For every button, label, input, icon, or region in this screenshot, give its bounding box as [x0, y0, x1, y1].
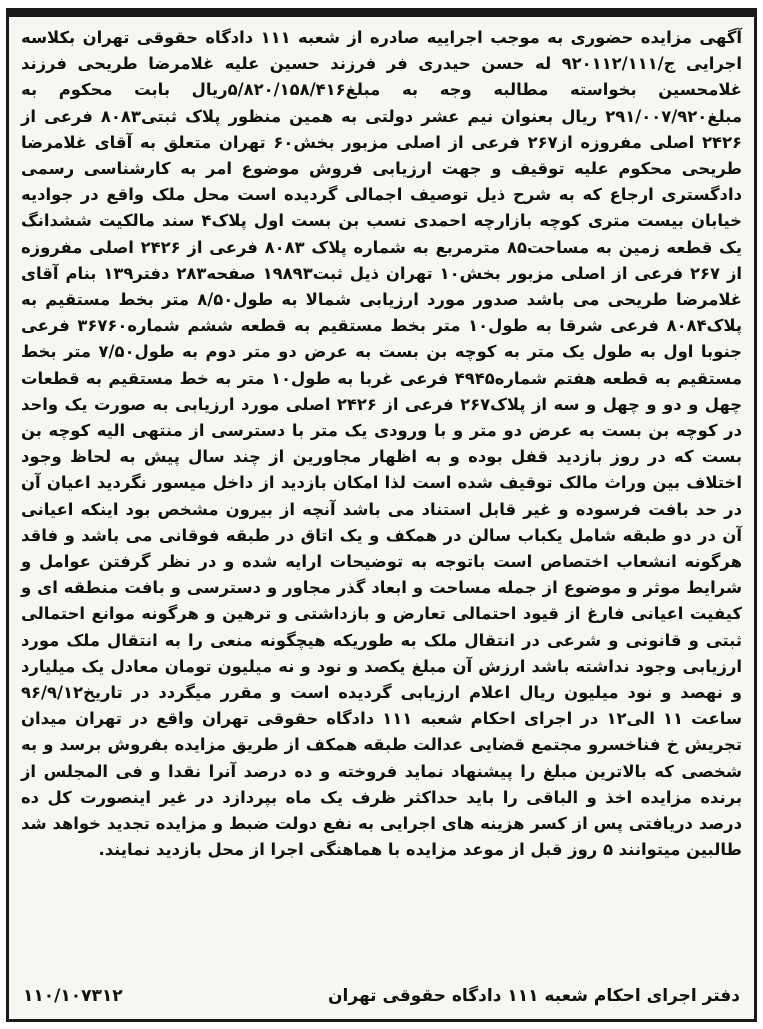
auction-notice [6, 8, 757, 1022]
reference-number: ۱۱۰/۱۰۷۳۱۲ [23, 986, 123, 1006]
notice-body-text: آگهی مزایده حضوری به موجب اجراییه صادره از شعبه ۱۱۱ دادگاه حقوقی تهران بکلاسه اجرایی ج/۹۲۰۱۱۲/۱۱۱ له حسن حیدری فر فرزند حسین علیه غلامرضا طریحی فرزند غلامحسین بخواسته مطالبه وجه به مبلغ۵/۸۲۰/۱۵۸/۴۱۶ریال بابت محکوم به مبلغ۲۹۱/۰۰۷/۹۲۰ ریال بعنوان نیم عشر دولتی به همین منظور پلاک ثبتی۸۰۸۳ فرعی از ۲۴۲۶ اصلی مفروزه از۲۶۷ فرعی از اصلی مزبور بخش۶۰ تهران متعلق به آقای غلامرضا طریحی محکوم علیه توقیف و جهت ارزیابی فروش موضوع امر به کارشناسی رسمی دادگستری ارجاع که به شرح ذیل توصیف اجمالی گردیده است محل ملک واقع در جوادیه خیابان بیست متری کوچه بازارچه احمدی نسب بن بست اول پلاک۴ سند مالکیت ششدانگ یک قطعه زمین به مساحت۸۵ مترمربع به شماره پلاک ۸۰۸۳ فرعی از ۲۴۲۶ اصلی مفروزه از ۲۶۷ فرعی از اصلی مزبور بخش۱۰ تهران ذیل ثبت۱۹۸۹۳ صفحه۲۸۳ دفتر۱۳۹ بنام آقای غلامرضا طریحی می باشد صدور مورد ارزیابی شمالا به طول۸/۵۰ متر بخط مستقیم به پلاک۸۰۸۴ فرعی شرقا به طول۱۰ متر بخط مستقیم به قطعه ششم شماره۳۶۷۶۰ فرعی جنوبا اول به طول یک متر به کوچه بن بست به عرض دو متر دوم به طول۷/۵۰ متر بخط مستقیم به قطعه هفتم شماره۴۹۴۵ فرعی غربا به طول۱۰ متر به خط مستقیم به قطعات چهل و دو و چهل و سه از پلاک۲۶۷ فرعی از ۲۴۲۶ اصلی مورد ارزیابی به صورت یک واحد در کوچه بن بست به عرض دو متر و با ورودی یک متر با دسترسی از منتهی الیه کوچه بن بست که در روز بازدید قفل بوده و به اظهار مجاورین از چند سال پیش به لحاظ وجود اختلاف بین وراث مالک توقیف شده است لذا امکان بازدید از داخل میسور نگردید اعیان آن در حد بافت فرسوده و غیر قابل استناد می باشد آنچه از بیرون مشخص بود اینکه اعیانی آن در دو طبقه شامل یکباب سالن در همکف و یک اتاق در طبقه فوقانی می باشد و فاقد هرگونه انشعاب اختصاص است باتوجه به توضیحات ارایه شده و در نظر گرفتن عوامل و شرایط موثر و موضوع از جمله مساحت و ابعاد گذر مجاور و دسترسی و بافت منطقه ای و کیفیت اعیانی فارغ از قیود احتمالی تعارض و بازداشتی و ترهین و هرگونه موانع احتمالی ثبتی و قانونی و شرعی در انتقال ملک به طوریکه هیچگونه منعی را به انتقال ملک مورد ارزیابی وجود نداشته باشد ارزش آن مبلغ یکصد و نود و نه میلیون تومان معادل یک میلیارد و نهصد و نود میلیون ریال اعلام ارزیابی گردیده است و مقرر میگردد در تاریخ۹۶/۹/۱۲ ساعت ۱۱ الی۱۲ در اجرای احکام شعبه ۱۱۱ دادگاه حقوقی تهران واقع در تهران میدان تجریش خ فناخسرو مجتمع قضایی عدالت طبقه همکف از طریق مزایده بفروش برسد و به شخصی که بالاترین مبلغ را پیشنهاد نماید فروخته و ده درصد آنرا نقدا و فی المجلس از برنده مزایده اخذ و الباقی را باید حداکثر ظرف یک ماه بپردازد در غیر اینصورت کل ده درصد دریافتی پس از کسر هزینه های اجرایی به نفع دولت ضبط و مزایده تجدید خواهد شد طالبین میتوانند ۵ روز قبل از موعد مزایده با هماهنگی اجرا از محل بازدید نمایند. [21, 28, 743, 860]
top-border-rule [9, 11, 754, 17]
notice-footer [23, 981, 740, 1011]
issuing-office: دفتر اجرای احکام شعبه ۱۱۱ دادگاه حقوقی تهران [328, 986, 740, 1006]
